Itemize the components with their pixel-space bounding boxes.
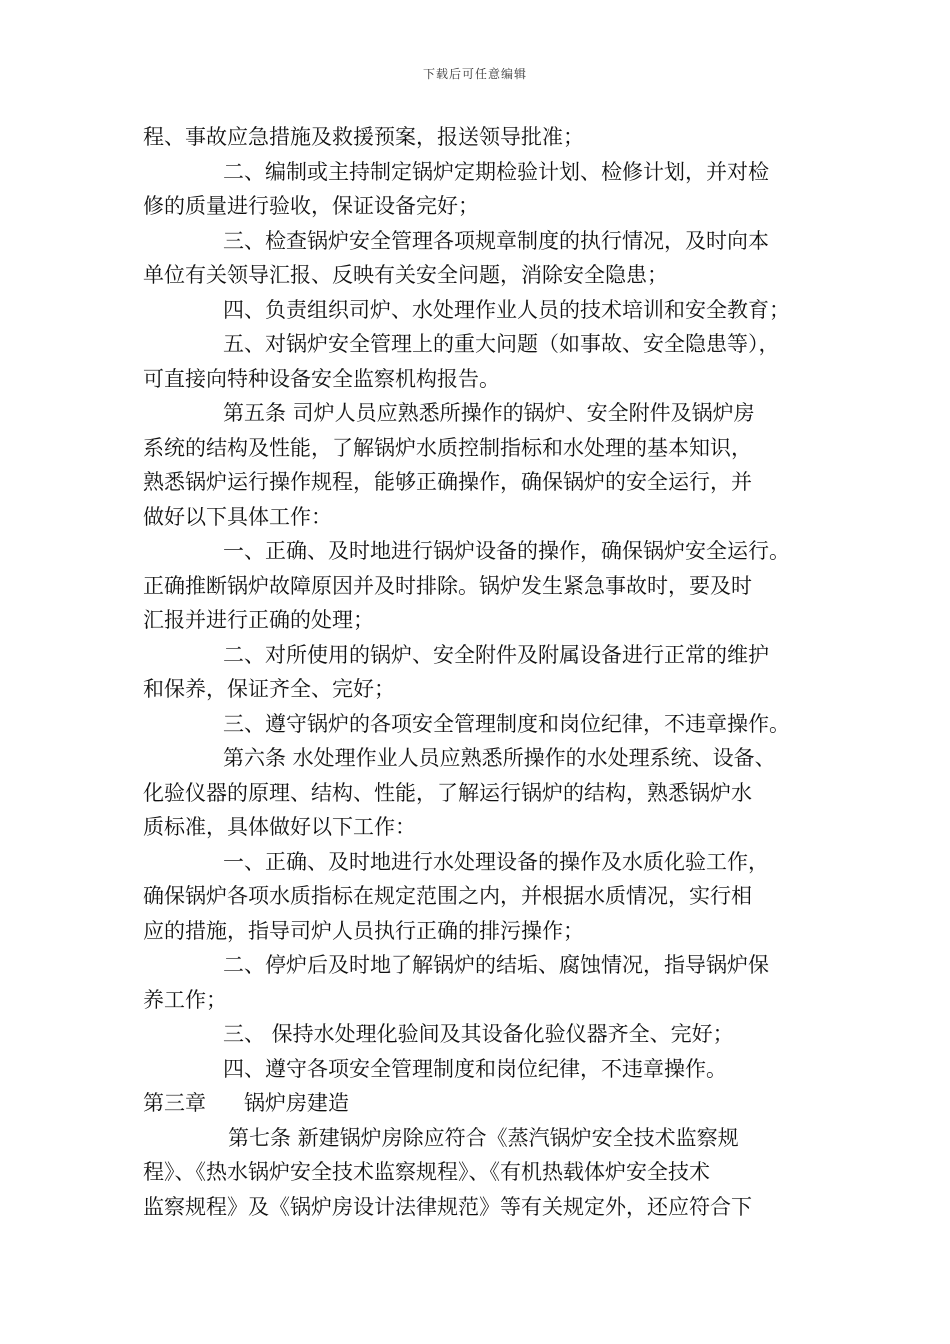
- text-line: 五、对锅炉安全管理上的重大问题（如事故、安全隐患等），: [223, 332, 780, 356]
- chapter-number: 第三章: [143, 1091, 206, 1115]
- text-line: 四、负责组织司炉、水处理作业人员的技术培训和安全教育；: [223, 297, 790, 322]
- text-line: 确保锅炉各项水质指标在规定范围之内，并根据水质情况，实行相: [143, 884, 752, 908]
- text-line: 程、事故应急措施及救援预案，报送领导批准；: [143, 125, 584, 149]
- text-line: 三、遵守锅炉的各项安全管理制度和岗位纪律，不违章操作。: [223, 711, 790, 736]
- chapter-heading: [143, 1086, 811, 1121]
- text-line: 熟悉锅炉运行操作规程，能够正确操作，确保锅炉的安全运行，并: [143, 470, 752, 494]
- text-line: 一、正确、及时地进行水处理设备的操作及水质化验工作，: [223, 849, 769, 874]
- text-line: 第六条 水处理作业人员应熟悉所操作的水处理系统、设备、: [223, 746, 776, 770]
- page-header: 下载后可任意编辑: [422, 67, 527, 81]
- text-line: 监察规程》及《锅炉房设计法律规范》等有关规定外，还应符合下: [143, 1194, 752, 1219]
- text-line: 汇报并进行正确的处理；: [143, 608, 374, 632]
- text-line: 四、遵守各项安全管理制度和岗位纪律，不违章操作。: [223, 1056, 727, 1081]
- text-line: 正确推断锅炉故障原因并及时排除。锅炉发生紧急事故时，要及时: [143, 573, 752, 598]
- chapter-title: 锅炉房建造: [244, 1091, 349, 1115]
- text-line: 修的质量进行验收，保证设备完好；: [143, 194, 479, 218]
- text-line: 第七条 新建锅炉房除应符合《蒸汽锅炉安全技术监察规: [228, 1125, 739, 1150]
- text-line: 和保养，保证齐全、完好；: [143, 677, 395, 701]
- text-line: 二、编制或主持制定锅炉定期检验计划、检修计划，并对检: [223, 159, 769, 184]
- text-line: 第五条 司炉人员应熟悉所操作的锅炉、安全附件及锅炉房: [223, 401, 755, 425]
- text-line: 单位有关领导汇报、反映有关安全问题，消除安全隐患；: [143, 263, 668, 287]
- text-line: 程》、《热水锅炉安全技术监察规程》、《有机热载体炉安全技术: [143, 1160, 710, 1184]
- text-line: 做好以下具体工作：: [143, 504, 332, 529]
- text-line: 养工作；: [143, 987, 227, 1012]
- text-line: 化验仪器的原理、结构、性能，了解运行锅炉的结构，熟悉锅炉水: [143, 780, 752, 805]
- text-line: 系统的结构及性能，了解锅炉水质控制指标和水处理的基本知识，: [143, 435, 752, 460]
- text-line: 可直接向特种设备安全监察机构报告。: [143, 366, 500, 391]
- text-line: 三、 保持水处理化验间及其设备化验仪器齐全、完好；: [223, 1022, 734, 1046]
- text-line: 一、正确、及时地进行锅炉设备的操作，确保锅炉安全运行。: [223, 539, 790, 563]
- text-line: 应的措施，指导司炉人员执行正确的排污操作；: [143, 918, 584, 943]
- text-line: 三、检查锅炉安全管理各项规章制度的执行情况，及时向本: [223, 228, 769, 253]
- document-body: [143, 120, 811, 1224]
- text-line: 二、对所使用的锅炉、安全附件及附属设备进行正常的维护: [223, 642, 769, 667]
- text-line: 二、停炉后及时地了解锅炉的结垢、腐蚀情况，指导锅炉保: [223, 953, 769, 977]
- text-line: 质标准，具体做好以下工作：: [143, 815, 416, 839]
